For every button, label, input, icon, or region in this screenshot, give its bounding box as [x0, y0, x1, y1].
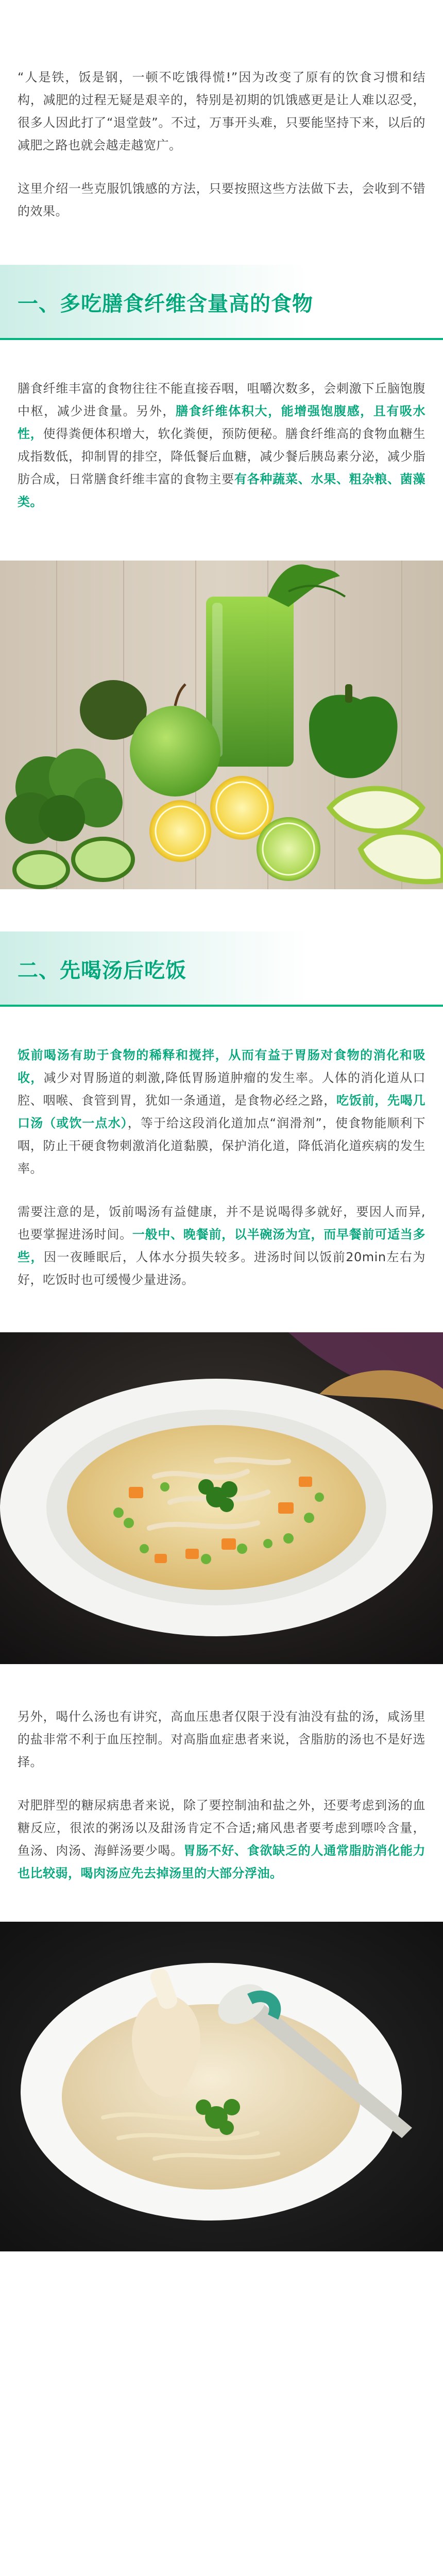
section-2-paragraph-3 [0, 1705, 443, 1773]
body-text: ，等于给这段消化道加点“润滑剂”，使食物能顺利下咽，防止干硬食物刺激消化道黏膜，保护消化道，降低消化道疾病的发生率。 [18, 1116, 426, 1176]
section-1-title: 一、多吃膳食纤维含量高的食物 [18, 292, 313, 316]
highlight-text: 饭前喝汤有助于食物的稀释和搅拌，从而有益于胃肠对食物的消化和吸收， [18, 1048, 425, 1085]
section-2-paragraph-2 [0, 1200, 443, 1291]
section-1-heading [0, 265, 443, 340]
vegetables-fruit-photo [0, 561, 443, 889]
section-2-underline [0, 1005, 443, 1007]
section-1-underline [0, 338, 443, 340]
body-text: “人是铁，饭是钢，一顿不吃饿得慌!”因为改变了原有的饮食习惯和结构，减肥的过程无疑是艰辛的，特别是初期的饥饿感更是让人难以忍受，很多人因此打了“退堂鼓”。不过，万事开头难，只要能坚持下来，以后的减肥之路也就会越走越宽广。 [18, 70, 425, 152]
body-text: 对肥胖型的糖尿病患者来说，除了要控制油和盐之外，还要考虑到汤的血糖反应，很浓的粥汤以及甜汤肯定不合适;痛风患者要考虑到嘌呤含量，鱼汤、肉汤、海鲜汤要少喝。 [18, 1798, 425, 1858]
section-2-heading [0, 931, 443, 1007]
chicken-soup-photo [0, 1922, 443, 2251]
body-text: 膳食纤维丰富的食物往往不能直接吞咽，咀嚼次数多，会刺激下丘脑饱腹中枢，减少进食量。另外， [18, 381, 425, 418]
intro [0, 66, 443, 223]
body-text: 另外，喝什么汤也有讲究，高血压患者仅限于没有油没有盐的汤，咸汤里的盐非常不利于血压控制。对高脂血症患者来说，含脂肪的汤也不是好选择。 [18, 1709, 425, 1769]
body-text: 因一夜睡眠后，人体水分损失较多。进汤时间以饭前20min左右为好，吃饭时也可缓慢少量进汤。 [18, 1250, 426, 1287]
body-text: 减少对胃肠道的刺激,降低胃肠道肿瘤的发生率。人体的消化道从口腔、咽喉、食管到胃，犹如一条通道，是食物必经之路， [18, 1071, 425, 1108]
body-text: 使得粪便体积增大，软化粪便，预防便秘。膳食纤维高的食物血糖生成指数低，抑制胃的排空，降低餐后血糖，减少餐后胰岛素分泌，减少脂肪合成，日常膳食纤维丰富的食物主要 [18, 427, 426, 486]
section-2-paragraph-4 [0, 1794, 443, 1885]
section-2-paragraph-1 [0, 1044, 443, 1180]
highlight-text: 吃饭前，先喝几口汤（或饮一点水） [18, 1093, 426, 1130]
body-text: 需要注意的是，饭前喝汤有益健康，并不是说喝得多就好，要因人而异,也要掌握进汤时间。 [18, 1205, 425, 1242]
section-1-paragraph-1 [0, 377, 443, 513]
body-text: 这里介绍一些克服饥饿感的方法，只要按照这些方法做下去，会收到不错的效果。 [18, 181, 425, 218]
section-2-title: 二、先喝汤后吃饭 [18, 959, 186, 982]
highlight-text: 膳食纤维体积大，能增强饱腹感，且有吸水性， [18, 404, 425, 441]
intro-paragraph-1 [0, 66, 443, 157]
highlight-text: 胃肠不好、食欲缺乏的人通常脂肪消化能力也比较弱，喝肉汤应先去掉汤里的大部分浮油。 [18, 1843, 426, 1880]
highlight-text: 有各种蔬菜、水果、粗杂粮、菌藻类。 [18, 472, 426, 509]
vegetable-soup-photo [0, 1332, 443, 1664]
highlight-text: 一般中、晚餐前，以半碗汤为宜，而早餐前可适当多些， [18, 1227, 426, 1264]
intro-paragraph-2 [0, 177, 443, 223]
